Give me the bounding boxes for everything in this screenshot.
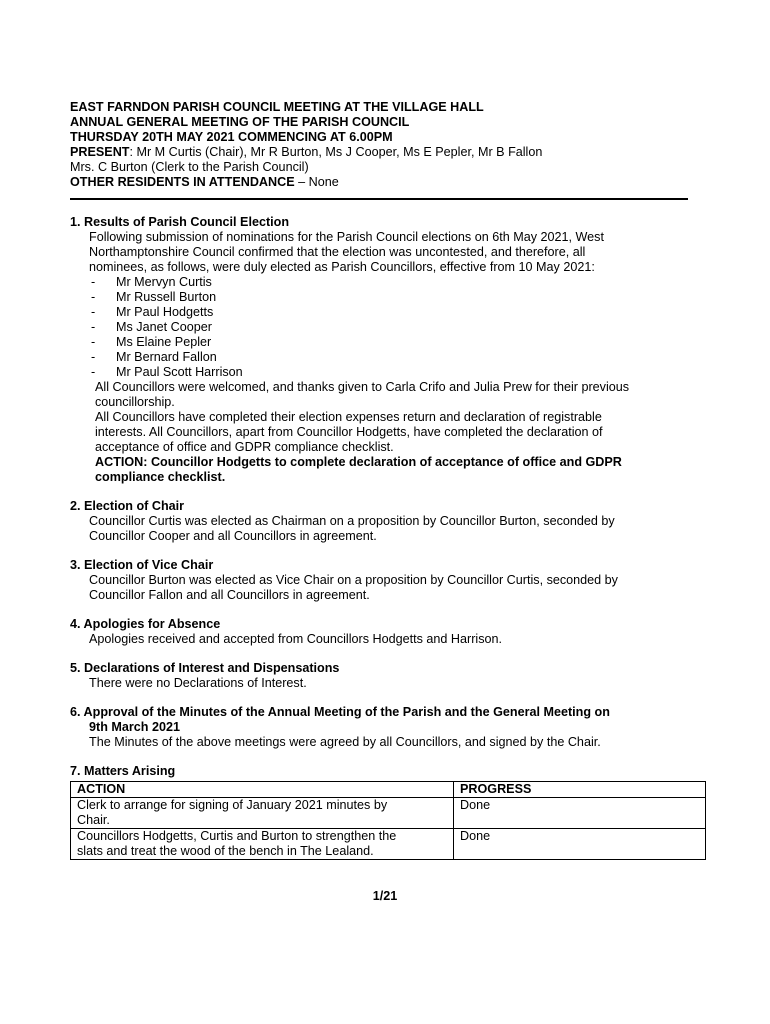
present-line [70,145,692,160]
section-4 [70,617,692,647]
s1-para2-line-2: interests. All Councillors, apart from Councillor Hodgetts, have completed the declaration of [95,425,603,439]
action-cell [71,798,454,829]
s2-line-2: Councillor Cooper and all Councillors in agreement. [89,529,377,543]
table-row [71,829,706,860]
list-item: - Mr Bernard Fallon [91,350,692,365]
section-7 [70,764,692,860]
s4-line-1: Apologies received and accepted from Councillors Hodgetts and Harrison. [89,632,503,646]
s3-line-2: Councillor Fallon and all Councillors in agreement. [89,588,370,602]
header-divider [70,198,688,200]
action-cell-line-2: Chair. [77,813,110,827]
section-1-body [70,380,692,485]
section-7-title: 7. Matters Arising [70,764,176,778]
s1-para2-line-1: All Councillors have completed their election expenses return and declaration of registrable [95,410,602,424]
list-item: - Ms Elaine Pepler [91,335,692,350]
matters-arising-table [70,781,706,860]
section-6 [70,705,692,750]
action-cell-line-1: Clerk to arrange for signing of January 2021 minutes by [77,798,388,812]
table-row [71,798,706,829]
section-5 [70,661,692,691]
s1-action-line-2: compliance checklist. [95,470,226,484]
section-6-title-line-2: 9th March 2021 [89,720,180,734]
others-line [70,175,692,190]
s1-action-line-1: ACTION: Councillor Hodgetts to complete declaration of acceptance of office and GDPR [95,455,622,469]
list-item: - Mr Russell Burton [91,290,692,305]
section-4-title: 4. Apologies for Absence [70,617,221,631]
section-5-title: 5. Declarations of Interest and Dispensations [70,661,340,675]
section-6-title-line-1: 6. Approval of the Minutes of the Annual Meeting of the Parish and the General Meeting on [70,705,610,719]
s1-intro-line-1: Following submission of nominations for the Parish Council elections on 6th May 2021, West [89,230,604,244]
header-line-3: THURSDAY 20TH MAY 2021 COMMENCING AT 6.00PM [70,130,393,144]
section-2 [70,499,692,544]
action-cell-line-1: Councillors Hodgetts, Curtis and Burton to strengthen the [77,829,397,843]
s6-line-1: The Minutes of the above meetings were agreed by all Councillors, and signed by the Chair. [89,735,601,749]
s5-line-1: There were no Declarations of Interest. [89,676,307,690]
s1-para1-line-1: All Councillors were welcomed, and thanks given to Carla Crifo and Julia Prew for their previous [95,380,630,394]
section-1-title: 1. Results of Parish Council Election [70,215,290,229]
section-1-intro [70,230,692,275]
action-cell-line-2: slats and treat the wood of the bench in The Lealand. [77,844,374,858]
list-item: - Mr Paul Scott Harrison [91,365,692,380]
present-text: : Mr M Curtis (Chair), Mr R Burton, Ms J Cooper, Ms E Pepler, Mr B Fallon [129,145,543,159]
action-cell [71,829,454,860]
progress-cell: Done [454,829,706,860]
section-2-title: 2. Election of Chair [70,499,185,513]
present-label: PRESENT [70,145,130,159]
s1-intro-line-2: Northamptonshire Council confirmed that the election was uncontested, and therefore, all [89,245,586,259]
meeting-header [70,100,692,190]
document-page [70,100,692,860]
table-header-row [71,782,706,798]
header-line-2: ANNUAL GENERAL MEETING OF THE PARISH COUNCIL [70,115,410,129]
list-item: - Mr Mervyn Curtis [91,275,692,290]
s1-para2-line-3: acceptance of office and GDPR compliance checklist. [95,440,394,454]
column-header-action: ACTION [71,782,454,798]
s1-para1-line-2: councillorship. [95,395,175,409]
clerk-line: Mrs. C Burton (Clerk to the Parish Council) [70,160,309,174]
section-3-title: 3. Election of Vice Chair [70,558,214,572]
progress-cell: Done [454,798,706,829]
s3-line-1: Councillor Burton was elected as Vice Chair on a proposition by Councillor Curtis, seconded by [89,573,618,587]
section-1 [70,215,692,485]
others-text: – None [294,175,339,189]
others-label: OTHER RESIDENTS IN ATTENDANCE [70,175,295,189]
header-line-1: EAST FARNDON PARISH COUNCIL MEETING AT THE VILLAGE HALL [70,100,484,114]
list-item: - Ms Janet Cooper [91,320,692,335]
s1-intro-line-3: nominees, as follows, were duly elected as Parish Councillors, effective from 10 May 2021: [89,260,595,274]
section-3 [70,558,692,603]
elected-councillors-list [70,275,692,380]
list-item: - Mr Paul Hodgetts [91,305,692,320]
page-number: 1/21 [372,889,398,903]
s2-line-1: Councillor Curtis was elected as Chairman on a proposition by Councillor Burton, seconded by [89,514,615,528]
column-header-progress: PROGRESS [454,782,706,798]
